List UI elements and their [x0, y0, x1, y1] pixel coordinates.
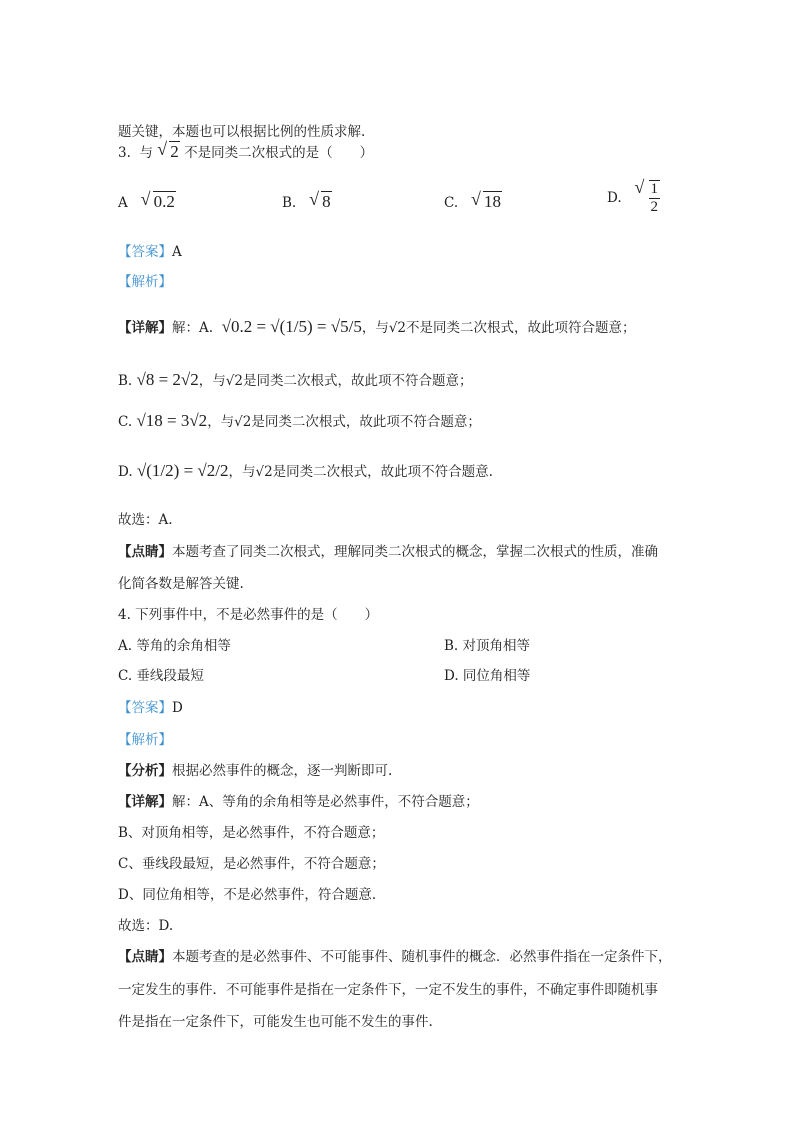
q3-detail-d: D. √(1/2) = √2/2，与√2是同类二次根式，故此项不符合题意. [118, 461, 493, 480]
q4-analysis-tag: 【解析】 [118, 732, 172, 748]
q3-conclusion: 故选：A. [118, 512, 173, 528]
q3-answer: 【答案】A [118, 244, 182, 260]
q4-answer: 【答案】D [118, 700, 183, 716]
top-line: 题关键，本题也可以根据比例的性质求解. [118, 124, 366, 140]
q3-comment-1: 【点睛】本题考查了同类二次根式，理解同类二次根式的概念，掌握二次根式的性质，准确 [118, 544, 658, 560]
q4-detail-3: C、垂线段最短，是必然事件，不符合题意； [118, 856, 385, 872]
q4-option-a: A. 等角的余角相等 [118, 638, 231, 654]
q3-option-d: D. √ $\frac{1}{2}$ [607, 180, 660, 216]
q4-conclusion: 故选：D. [118, 918, 174, 934]
q4-detail-4: D、同位角相等，不是必然事件，符合题意. [118, 887, 377, 903]
q4-comment-3: 件是指在一定条件下，可能发生也可能不发生的事件. [118, 1014, 433, 1030]
q4-option-b: B. 对顶角相等 [444, 638, 531, 654]
q4-stem: 4. 下列事件中，不是必然事件的是（ ） [118, 607, 379, 623]
q3-detail-a: 【详解】解：A. √0.2 = √(1/5) = √5/5，与√2不是同类二次根式，故此项符合题意； [118, 317, 636, 336]
q3-option-c: C. √ 18 [444, 192, 502, 212]
q3-detail-b: B. √8 = 2√2，与√2是同类二次根式，故此项不符合题意； [118, 370, 473, 389]
q3-stem: 3. 与 √ 2 不是同类二次根式的是（ ） [118, 141, 373, 162]
q4-comment-2: 一定发生的事件．不可能事件是指在一定条件下，一定不发生的事件，不确定事件即随机事 [118, 982, 658, 998]
q4-detail-1: 【详解】解：A、等角的余角相等是必然事件，不符合题意； [118, 794, 479, 810]
q4-option-c: C. 垂线段最短 [118, 668, 204, 684]
q3-option-b: B. √ 8 [282, 192, 332, 212]
sqrt-expression: √ 2 [157, 142, 180, 162]
q3-detail-c: C. √18 = 3√2，与√2是同类二次根式，故此项不符合题意； [118, 411, 481, 430]
q4-comment-1: 【点睛】本题考查的是必然事件、不可能事件、随机事件的概念．必然事件指在一定条件下， [118, 949, 672, 965]
q4-option-d: D. 同位角相等 [444, 668, 531, 684]
q4-detail-2: B、对顶角相等，是必然事件，不符合题意； [118, 825, 385, 841]
q3-option-a: A √ 0.2 [118, 192, 176, 212]
q3-comment-2: 化简各数是解答关键. [118, 576, 244, 592]
q3-analysis-tag: 【解析】 [118, 274, 172, 290]
q4-analysis: 【分析】根据必然事件的概念，逐一判断即可. [118, 763, 393, 779]
